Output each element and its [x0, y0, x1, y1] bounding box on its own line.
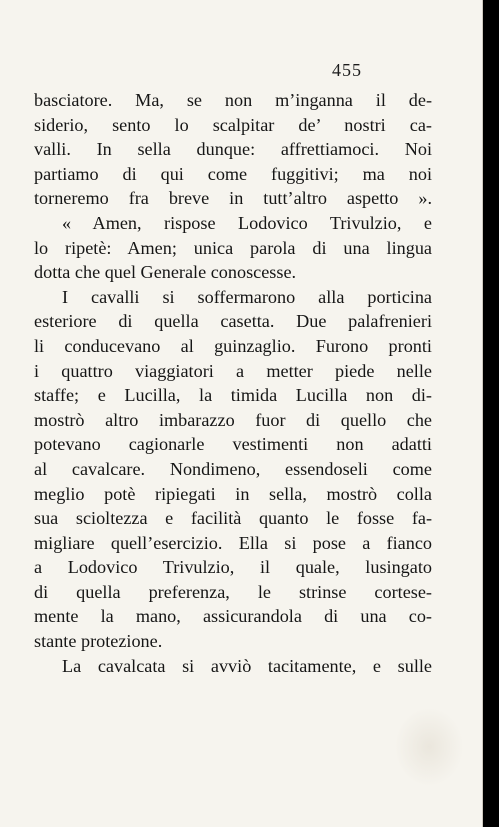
- text-line: li conducevano al guinzaglio. Furono pronti: [34, 335, 432, 356]
- text-line: stante protezione.: [34, 631, 163, 652]
- text-line: esteriore di quella casetta. Due palafrenieri: [34, 311, 432, 332]
- body-text: [34, 88, 432, 678]
- text-line: valli. In sella dunque: affrettiamoci. Noi: [34, 139, 432, 160]
- text-line: staffe; e Lucilla, la timida Lucilla non di-: [34, 385, 432, 406]
- text-line: I cavalli si soffermarono alla porticina: [62, 286, 432, 307]
- text-line: mente la mano, assicurandola di una co-: [34, 606, 432, 627]
- page-number: 455: [332, 60, 362, 80]
- text-line: sua scioltezza e facilità quanto le fosse fa-: [34, 508, 432, 529]
- paper-stain: [394, 707, 464, 787]
- text-line: di quella preferenza, le strinse cortese-: [34, 581, 432, 602]
- text-line: partiamo di qui come fuggitivi; ma noi: [34, 163, 432, 184]
- text-line: La cavalcata si avviò tacitamente, e sulle: [62, 655, 432, 676]
- text-line: siderio, sento lo scalpitar de’ nostri ca-: [34, 114, 432, 135]
- text-line: al cavalcare. Nondimeno, essendoseli come: [34, 458, 432, 479]
- text-line: torneremo fra breve in tutt’altro aspetto ».: [34, 188, 432, 209]
- text-line: lo ripetè: Amen; unica parola di una lingua: [34, 237, 432, 258]
- text-line: potevano cagionarle vestimenti non adatti: [34, 434, 432, 455]
- text-line: mostrò altro imbarazzo fuor di quello che: [34, 409, 432, 430]
- text-line: i quattro viaggiatori a metter piede nelle: [34, 360, 432, 381]
- text-line: dotta che quel Generale conoscesse.: [34, 262, 297, 283]
- text-line: « Amen, rispose Lodovico Trivulzio, e: [62, 212, 432, 233]
- text-line: meglio potè ripiegati in sella, mostrò colla: [34, 483, 432, 504]
- text-line: a Lodovico Trivulzio, il quale, lusingato: [34, 557, 432, 578]
- text-line: migliare quell’esercizio. Ella si pose a fianco: [34, 532, 432, 553]
- text-line: basciatore. Ma, se non m’inganna il de-: [34, 90, 432, 110]
